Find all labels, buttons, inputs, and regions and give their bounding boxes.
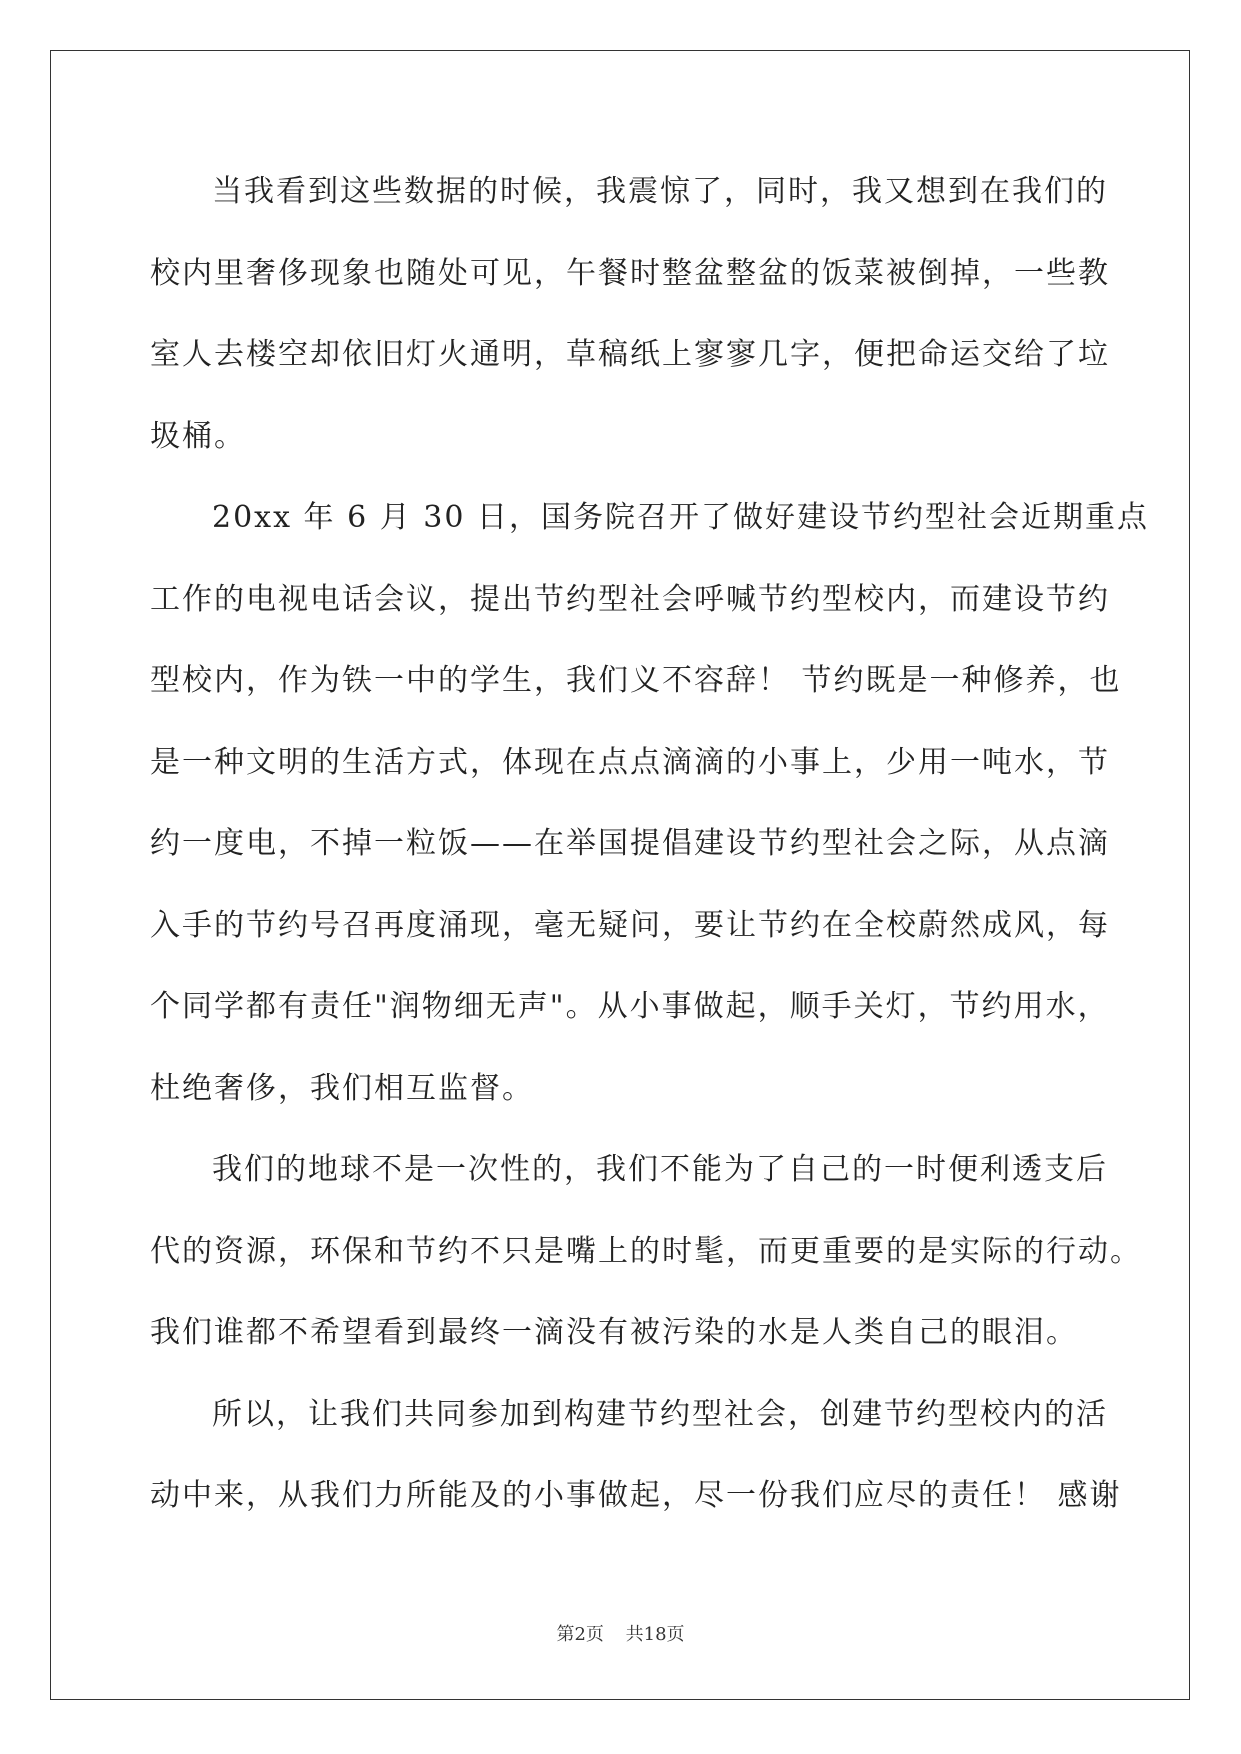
total-pages-label: 共18页 xyxy=(625,1624,685,1645)
text-line: 我们的地球不是一次性的，我们不能为了自己的一时便利透支后 xyxy=(212,1152,1108,1187)
text-line: 型校内，作为铁一中的学生，我们义不容辞！ 节约既是一种修养，也 xyxy=(150,663,1122,698)
text-line: 校内里奢侈现象也随处可见，午餐时整盆整盆的饭菜被倒掉，一些教 xyxy=(150,255,1110,291)
document-body xyxy=(150,165,1149,1551)
text-line: 杜绝奢侈，我们相互监督。 xyxy=(150,1070,534,1106)
page-footer xyxy=(0,1620,1241,1646)
text-line: 当我看到这些数据的时候，我震惊了，同时，我又想到在我们的 xyxy=(212,174,1108,209)
text-line: 20xx 年 6 月 30 日，国务院召开了做好建设节约型社会近期重点 xyxy=(212,500,1149,535)
text-line: 工作的电视电话会议，提出节约型社会呼喊节约型校内，而建设节约 xyxy=(150,581,1110,617)
text-line: 是一种文明的生活方式，体现在点点滴滴的小事上，少用一吨水，节 xyxy=(150,744,1110,780)
text-line: 代的资源，环保和节约不只是嘴上的时髦，而更重要的是实际的行动。 xyxy=(150,1233,1142,1269)
current-page-label: 第2页 xyxy=(556,1624,604,1645)
text-line: 入手的节约号召再度涌现，毫无疑问，要让节约在全校蔚然成风，每 xyxy=(150,907,1110,943)
text-line: 室人去楼空却依旧灯火通明，草稿纸上寥寥几字，便把命运交给了垃 xyxy=(150,337,1110,372)
text-line: 个同学都有责任"润物细无声"。从小事做起，顺手关灯，节约用水， xyxy=(150,989,1110,1024)
text-line: 我们谁都不希望看到最终一滴没有被污染的水是人类自己的眼泪。 xyxy=(150,1315,1078,1350)
text-line: 所以，让我们共同参加到构建节约型社会，创建节约型校内的活 xyxy=(212,1396,1108,1432)
text-line: 约一度电，不掉一粒饭——在举国提倡建设节约型社会之际，从点滴 xyxy=(150,826,1110,861)
text-line: 动中来，从我们力所能及的小事做起，尽一份我们应尽的责任！ 感谢 xyxy=(150,1478,1122,1513)
text-line: 圾桶。 xyxy=(150,418,246,454)
